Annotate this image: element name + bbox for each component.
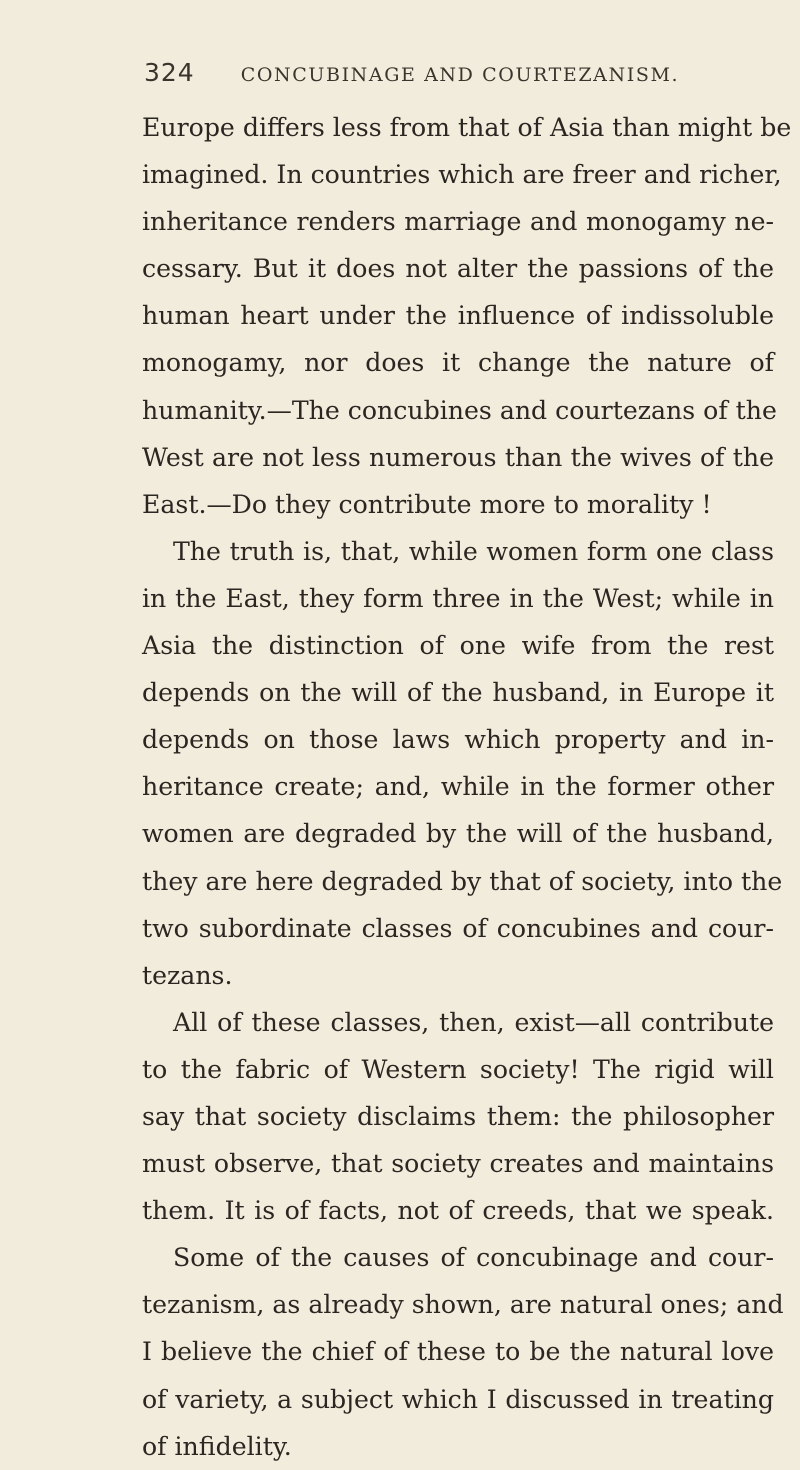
text-line: West are not less numerous than the wives of the <box>142 442 774 472</box>
text-line: cessary. But it does not alter the passions of the <box>142 254 774 284</box>
text-line: humanity.—The concubines and courtezans of the <box>142 395 777 425</box>
text-line: in the East, they form three in the West; while in <box>142 583 774 613</box>
text-line: Asia the distinction of one wife from the rest <box>142 631 774 661</box>
text-line: they are here degraded by that of society, into the <box>142 866 783 896</box>
text-line: two subordinate classes of concubines and cour- <box>142 913 774 943</box>
text-line: monogamy, nor does it change the nature of <box>142 348 774 378</box>
text-line: depends on those laws which property and in- <box>142 725 774 755</box>
page-header <box>144 58 760 90</box>
text-line: say that society disclaims them: the philosopher <box>142 1101 774 1131</box>
text-line: tezans. <box>142 960 233 990</box>
text-line: East.—Do they contribute more to morality ! <box>142 489 712 519</box>
text-line: human heart under the influence of indissoluble <box>142 301 774 331</box>
text-line: must observe, that society creates and maintains <box>142 1149 774 1179</box>
text-line: I believe the chief of these to be the natural love <box>142 1337 774 1367</box>
page-number: 324 <box>144 58 195 87</box>
paragraph-start-line: The truth is, that, while women form one class <box>173 536 774 566</box>
text-line: heritance create; and, while in the former other <box>142 772 774 802</box>
text-line: imagined. In countries which are freer and richer, <box>142 160 782 190</box>
paragraph-start-line: Some of the causes of concubinage and cour- <box>173 1243 774 1273</box>
body-text <box>142 104 792 1470</box>
text-line: them. It is of facts, not of creeds, that we speak. <box>142 1196 774 1226</box>
text-line: Europe differs less from that of Asia than might be <box>142 113 792 142</box>
text-line: to the fabric of Western society! The rigid will <box>142 1054 774 1084</box>
running-head: CONCUBINAGE AND COURTEZANISM. <box>240 64 680 86</box>
paragraph-start-line: All of these classes, then, exist—all contribute <box>173 1007 774 1037</box>
text-line: inheritance renders marriage and monogamy ne- <box>142 207 774 237</box>
text-line: depends on the will of the husband, in Europe it <box>142 678 774 708</box>
text-line: women are degraded by the will of the husband, <box>142 819 774 849</box>
text-line: tezanism, as already shown, are natural ones; and <box>142 1290 784 1320</box>
text-line: of variety, a subject which I discussed in treating <box>142 1384 774 1414</box>
text-line: of infidelity. <box>142 1431 292 1461</box>
